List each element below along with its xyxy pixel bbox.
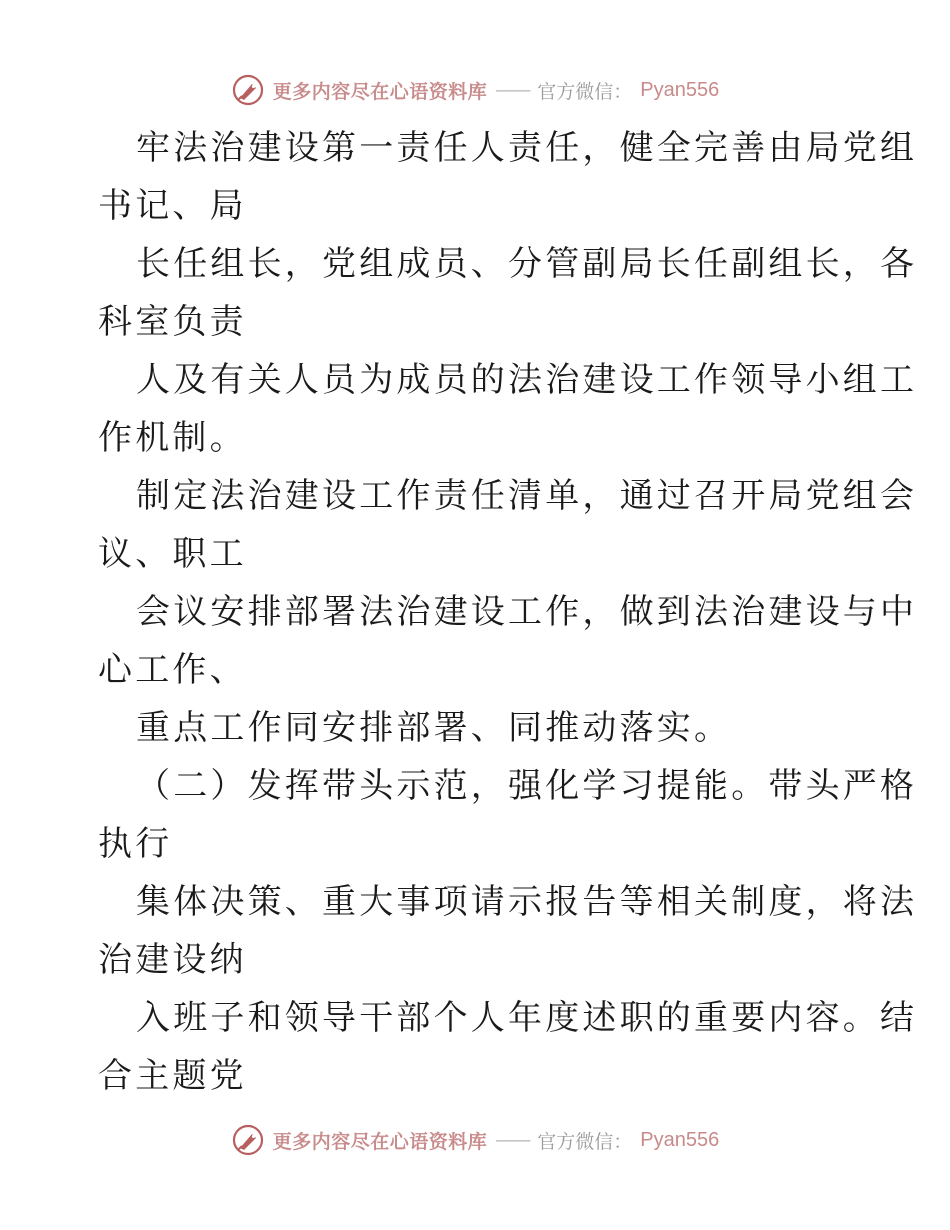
banner-official-label: 官方微信： [537,1130,633,1153]
body-line: 制定法治建设工作责任清单，通过召开局党组会 [136,476,918,516]
body-line: 重点工作同安排部署、同推动落实。 [136,708,732,748]
body-line: 入班子和领导干部个人年度述职的重要内容。结 [136,998,918,1038]
body-line: 议、职工 [98,534,247,574]
pen-nib-logo-icon [231,1123,265,1157]
banner-official-label: 官方微信： [537,80,633,103]
banner-brand-text: 更多内容尽在心语资料库 [272,80,488,103]
body-line: （二）发挥带头示范，强化学习提能。带头严格 [136,766,918,806]
pen-nib-logo-icon [231,73,265,107]
banner-dash: —— [495,1129,530,1151]
body-line: 会议安排部署法治建设工作，做到法治建设与中 [136,592,918,632]
body-line: 书记、局 [98,186,247,226]
body-line: 治建设纳 [98,940,247,980]
banner-brand-text: 更多内容尽在心语资料库 [272,1130,488,1153]
footer-watermark-banner [0,1120,950,1160]
banner-dash: —— [495,79,530,101]
body-line: 合主题党 [98,1056,247,1096]
body-line: 执行 [98,824,173,864]
document-body [98,119,918,1105]
body-line: 长任组长，党组成员、分管副局长任副组长，各 [136,244,918,284]
body-line: 心工作、 [98,650,247,690]
banner-wechat-id: Pyan556 [640,1128,720,1151]
banner-wechat-id: Pyan556 [640,78,720,101]
body-line: 科室负责 [98,302,247,342]
body-line: 牢法治建设第一责任人责任，健全完善由局党组 [136,128,918,168]
body-line: 人及有关人员为成员的法治建设工作领导小组工 [136,360,918,400]
header-watermark-banner [0,70,950,110]
body-line: 作机制。 [98,418,247,458]
body-line: 集体决策、重大事项请示报告等相关制度，将法 [136,882,918,922]
